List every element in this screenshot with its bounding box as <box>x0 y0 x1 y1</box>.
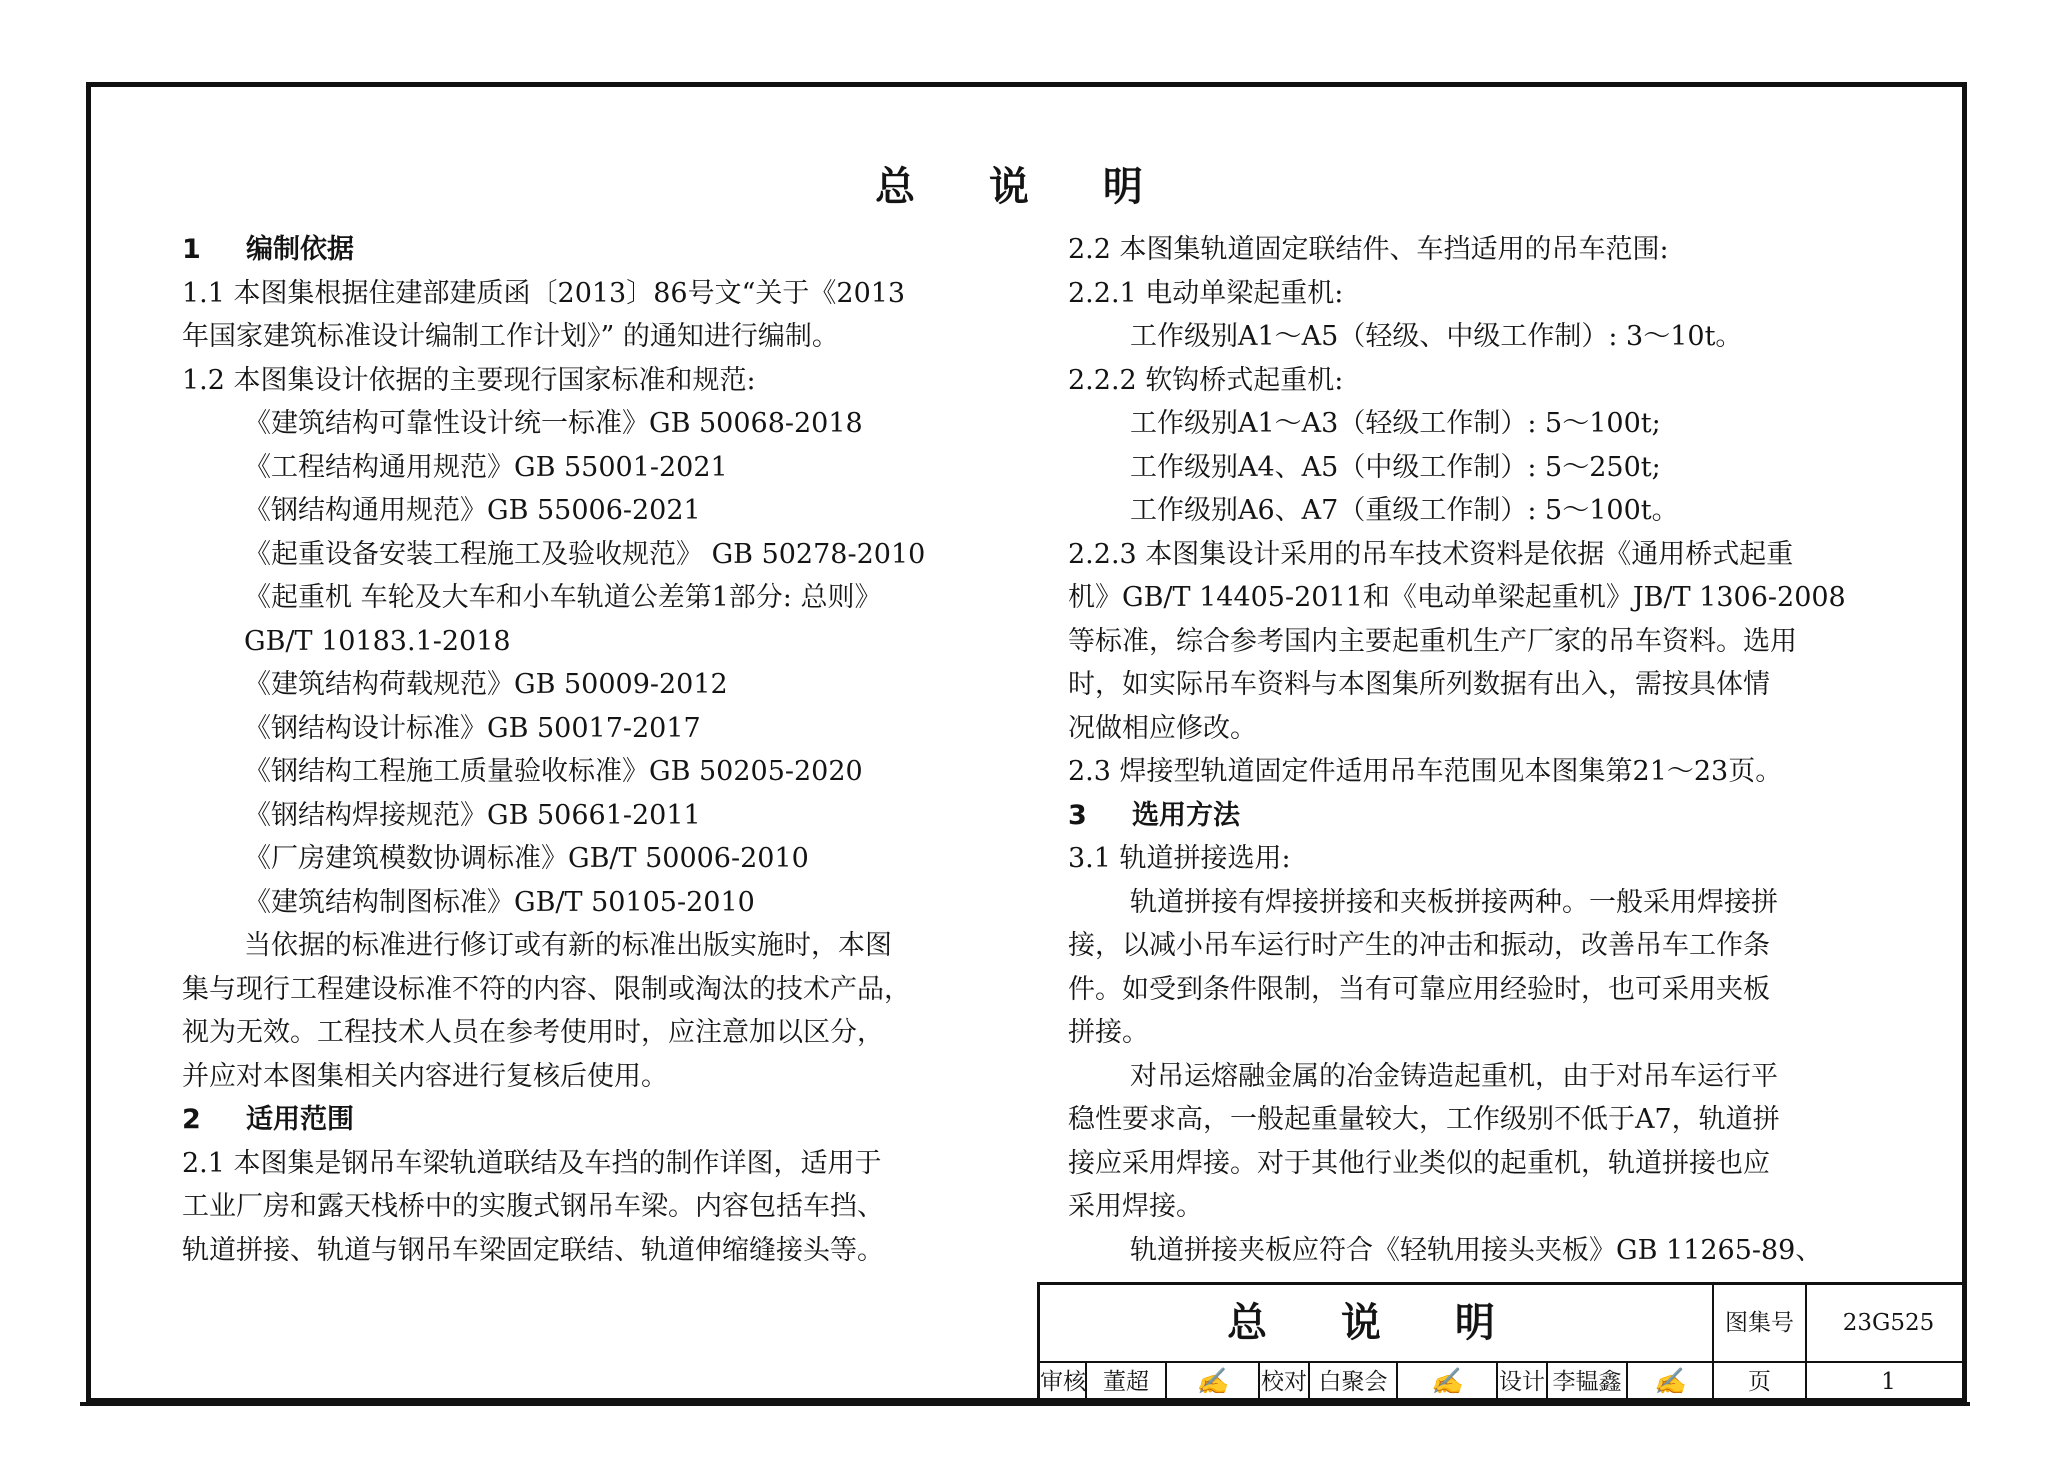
paragraph-line: 工业厂房和露天栈桥中的实腹式钢吊车梁。内容包括车挡、 <box>182 1191 884 1222</box>
standard-item: 《钢结构焊接规范》GB 50661-2011 <box>244 799 701 831</box>
title-block-row-title <box>1040 1285 1967 1363</box>
paragraph-line: 视为无效。工程技术人员在参考使用时，应注意加以区分， <box>182 1017 884 1048</box>
paragraph-line: 况做相应修改。 <box>1068 712 1257 744</box>
checker-signature: ✍ <box>1398 1361 1498 1403</box>
paragraph-line: 2.2.2 软钩桥式起重机: <box>1068 364 1344 396</box>
section-number: 3 <box>1068 799 1087 831</box>
check-label: 校对 <box>1260 1361 1310 1403</box>
standard-item: 《建筑结构荷载规范》GB 50009-2012 <box>244 669 728 700</box>
paragraph-line: 1.1 本图集根据住建部建质函〔2013〕86号文“关于《2013 <box>182 277 906 309</box>
paragraph-line: 时，如实际吊车资料与本图集所列数据有出入，需按具体情 <box>1068 669 1770 700</box>
crane-range-item: 工作级别A4、A5（中级工作制）: 5～250t; <box>1130 451 1661 483</box>
crane-range-item: 工作级别A1～A5（轻级、中级工作制）: 3～10t。 <box>1130 321 1743 352</box>
reviewer-name: 董超 <box>1087 1361 1167 1403</box>
standard-item: 《建筑结构制图标准》GB/T 50105-2010 <box>244 886 755 918</box>
review-label: 审核 <box>1040 1361 1087 1403</box>
designer-name: 李韫鑫 <box>1548 1361 1628 1403</box>
paragraph-line: 2.2.1 电动单梁起重机: <box>1068 277 1344 309</box>
page-label: 页 <box>1714 1361 1807 1403</box>
paragraph-line: 集与现行工程建设标准不符的内容、限制或淘汰的技术产品， <box>182 973 911 1005</box>
standard-item: 《厂房建筑模数协调标准》GB/T 50006-2010 <box>244 843 809 874</box>
paragraph-line: 2.1 本图集是钢吊车梁轨道联结及车挡的制作详图，适用于 <box>182 1147 882 1179</box>
atlas-number: 23G525 <box>1842 1310 1935 1336</box>
design-label: 设计 <box>1498 1361 1548 1403</box>
right-column <box>1068 228 1880 1272</box>
left-column <box>182 228 994 1272</box>
section-number: 2 <box>182 1104 201 1135</box>
paragraph-line: 当依据的标准进行修订或有新的标准出版实施时，本图 <box>244 930 892 961</box>
section-title: 选用方法 <box>1132 799 1240 831</box>
paragraph-line: 3.1 轨道拼接选用: <box>1068 843 1291 874</box>
paragraph-line: 轨道拼接、轨道与钢吊车梁固定联结、轨道伸缩缝接头等。 <box>182 1234 884 1266</box>
standard-item: 《钢结构工程施工质量验收标准》GB 50205-2020 <box>244 756 863 787</box>
reviewer-signature: ✍ <box>1167 1361 1260 1403</box>
paragraph-line: 采用焊接。 <box>1068 1191 1203 1222</box>
page-number: 1 <box>1881 1369 1896 1395</box>
section-heading-1 <box>182 228 994 272</box>
title-block-row-signatures <box>1040 1361 1967 1403</box>
designer-signature: ✍ <box>1628 1361 1714 1403</box>
standard-item: 《起重机 车轮及大车和小车轨道公差第1部分: 总则》 <box>244 582 882 613</box>
standard-item: 《钢结构通用规范》GB 55006-2021 <box>244 495 701 526</box>
section-number: 1 <box>182 234 201 265</box>
title-block-title: 总 说 明 <box>1040 1285 1714 1361</box>
standard-item: 《钢结构设计标准》GB 50017-2017 <box>244 712 701 744</box>
paragraph-line: 机》GB/T 14405-2011和《电动单梁起重机》JB/T 1306-2008 <box>1068 582 1846 613</box>
standard-item: 《起重设备安装工程施工及验收规范》 GB 50278-2010 <box>244 538 926 570</box>
standard-item: 《工程结构通用规范》GB 55001-2021 <box>244 451 728 483</box>
crane-range-item: 工作级别A6、A7（重级工作制）: 5～100t。 <box>1130 495 1679 526</box>
paragraph-line: 2.2 本图集轨道固定联结件、车挡适用的吊车范围: <box>1068 234 1669 265</box>
paragraph-line: 拼接。 <box>1068 1017 1149 1048</box>
atlas-number-label: 图集号 <box>1714 1285 1807 1361</box>
paragraph-line: 对吊运熔融金属的冶金铸造起重机，由于对吊车运行平 <box>1130 1060 1778 1092</box>
title-block <box>1037 1282 1967 1403</box>
paragraph-line: 轨道拼接有焊接拼接和夹板拼接两种。一般采用焊接拼 <box>1130 886 1778 918</box>
paragraph-line: 轨道拼接夹板应符合《轻轨用接头夹板》GB 11265-89、 <box>1130 1234 1823 1266</box>
paragraph-line: 等标准，综合参考国内主要起重机生产厂家的吊车资料。选用 <box>1068 625 1797 657</box>
paragraph-line: 年国家建筑标准设计编制工作计划》” 的通知进行编制。 <box>182 321 839 352</box>
paragraph-line: 接，以减小吊车运行时产生的冲击和振动，改善吊车工作条 <box>1068 930 1770 961</box>
paragraph-line: 件。如受到条件限制，当有可靠应用经验时，也可采用夹板 <box>1068 973 1770 1005</box>
standard-item: 《建筑结构可靠性设计统一标准》GB 50068-2018 <box>244 408 863 439</box>
checker-name: 白聚会 <box>1310 1361 1398 1403</box>
paragraph-line: 接应采用焊接。对于其他行业类似的起重机，轨道拼接也应 <box>1068 1147 1770 1179</box>
page-title: 总 说 明 <box>875 164 1173 210</box>
paragraph-line: 1.2 本图集设计依据的主要现行国家标准和规范: <box>182 364 756 396</box>
section-title: 适用范围 <box>246 1104 354 1135</box>
section-heading-2 <box>182 1098 994 1142</box>
paragraph-line: 并应对本图集相关内容进行复核后使用。 <box>182 1060 668 1092</box>
paragraph-line: 2.2.3 本图集设计采用的吊车技术资料是依据《通用桥式起重 <box>1068 538 1794 570</box>
standard-item: GB/T 10183.1-2018 <box>244 625 511 657</box>
paragraph-line: 2.3 焊接型轨道固定件适用吊车范围见本图集第21～23页。 <box>1068 756 1783 787</box>
section-title: 编制依据 <box>246 234 354 265</box>
paragraph-line: 稳性要求高，一般起重量较大，工作级别不低于A7，轨道拼 <box>1068 1104 1780 1135</box>
crane-range-item: 工作级别A1～A3（轻级工作制）: 5～100t; <box>1130 408 1661 439</box>
section-heading-3 <box>1068 794 1880 838</box>
